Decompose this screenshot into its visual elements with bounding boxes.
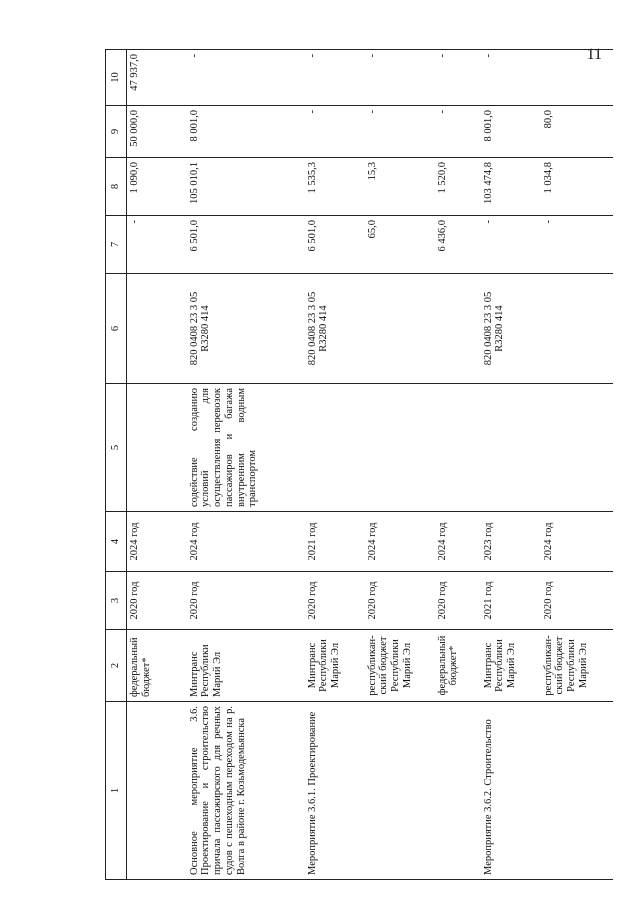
start-year-cell: 2020 год — [187, 572, 305, 630]
header-cell: 1 — [106, 702, 127, 880]
result-cell — [365, 384, 435, 512]
budget-code-cell: 820 0408 23 3 05 R3280 414 — [305, 274, 365, 384]
table-row — [305, 50, 365, 880]
header-cell: 3 — [106, 572, 127, 630]
start-year-cell: 2020 год — [541, 572, 613, 630]
end-year-cell: 2024 год — [365, 512, 435, 572]
table-row — [365, 50, 435, 880]
page-number: 11 — [586, 46, 602, 63]
amount-cell: 6 501,0 — [187, 216, 305, 274]
end-year-cell: 2021 год — [305, 512, 365, 572]
header-cell: 6 — [106, 274, 127, 384]
amount-cell: 15,3 — [365, 158, 435, 216]
executor-cell: Минтранс Республики Марий Эл — [187, 630, 305, 702]
amount-cell: - — [481, 50, 541, 106]
amount-cell: 80,0 — [541, 106, 613, 158]
end-year-cell: 2024 год — [541, 512, 613, 572]
event-name-cell — [541, 702, 613, 880]
result-cell: содействие созданию условий для осуществления перевозок пассажиров и багажа внутренним водным транспортом — [187, 384, 305, 512]
end-year-cell: 2024 год — [435, 512, 481, 572]
budget-code-cell — [435, 274, 481, 384]
amount-cell: - — [305, 106, 365, 158]
result-cell — [305, 384, 365, 512]
executor-cell: республикан-ский бюджет Республики Марий Эл — [541, 630, 613, 702]
program-table — [105, 49, 613, 880]
end-year-cell: 2024 год — [187, 512, 305, 572]
table-header-row — [106, 50, 127, 880]
header-cell: 7 — [106, 216, 127, 274]
executor-cell: Минтранс Республики Марий Эл — [481, 630, 541, 702]
start-year-cell: 2020 год — [435, 572, 481, 630]
header-cell: 9 — [106, 106, 127, 158]
header-cell: 10 — [106, 50, 127, 106]
amount-cell: 103 474,8 — [481, 158, 541, 216]
event-name-cell: Основное мероприятие 3.6. Проектирование и строительство причала пассажирского для речных судов с пешеходным переходом на р. Волга в районе г. Козьмодемьянска — [187, 702, 305, 880]
start-year-cell: 2021 год — [481, 572, 541, 630]
start-year-cell: 2020 год — [127, 572, 187, 630]
table-row — [127, 50, 187, 880]
event-name-cell: Мероприятие 3.6.2. Строительство — [481, 702, 541, 880]
amount-cell: 8 001,0 — [481, 106, 541, 158]
end-year-cell: 2024 год — [127, 512, 187, 572]
table-row — [187, 50, 305, 880]
result-cell — [541, 384, 613, 512]
header-cell: 2 — [106, 630, 127, 702]
amount-cell: - — [541, 216, 613, 274]
amount-cell: 47 937,0 — [127, 50, 187, 106]
amount-cell: - — [481, 216, 541, 274]
amount-cell: - — [187, 50, 305, 106]
start-year-cell: 2020 год — [365, 572, 435, 630]
executor-cell: Минтранс Республики Марий Эл — [305, 630, 365, 702]
amount-cell: 65,0 — [365, 216, 435, 274]
table-row — [481, 50, 541, 880]
amount-cell: 105 010,1 — [187, 158, 305, 216]
event-name-cell — [435, 702, 481, 880]
amount-cell — [541, 50, 613, 106]
table-row — [435, 50, 481, 880]
amount-cell: - — [365, 50, 435, 106]
header-cell: 5 — [106, 384, 127, 512]
result-cell — [435, 384, 481, 512]
result-cell — [127, 384, 187, 512]
amount-cell: - — [127, 216, 187, 274]
executor-cell: республикан-ский бюджет Республики Марий Эл — [365, 630, 435, 702]
amount-cell: 1 090,0 — [127, 158, 187, 216]
budget-code-cell — [541, 274, 613, 384]
table-row — [541, 50, 613, 880]
amount-cell: 1 520,0 — [435, 158, 481, 216]
amount-cell: - — [435, 106, 481, 158]
end-year-cell: 2023 год — [481, 512, 541, 572]
amount-cell: 6 436,0 — [435, 216, 481, 274]
amount-cell: - — [305, 50, 365, 106]
budget-code-cell — [127, 274, 187, 384]
amount-cell: 1 034,8 — [541, 158, 613, 216]
amount-cell: 50 000,0 — [127, 106, 187, 158]
amount-cell: - — [365, 106, 435, 158]
rotated-table-wrapper — [105, 50, 615, 880]
amount-cell: - — [435, 50, 481, 106]
budget-code-cell: 820 0408 23 3 05 R3280 414 — [187, 274, 305, 384]
amount-cell: 6 501,0 — [305, 216, 365, 274]
event-name-cell — [365, 702, 435, 880]
budget-code-cell — [365, 274, 435, 384]
amount-cell: 8 001,0 — [187, 106, 305, 158]
amount-cell: 1 535,3 — [305, 158, 365, 216]
executor-cell: федеральный бюджет* — [127, 630, 187, 702]
budget-code-cell: 820 0408 23 3 05 R3280 414 — [481, 274, 541, 384]
start-year-cell: 2020 год — [305, 572, 365, 630]
event-name-cell — [127, 702, 187, 880]
event-name-cell: Мероприятие 3.6.1. Проектирование — [305, 702, 365, 880]
header-cell: 4 — [106, 512, 127, 572]
result-cell — [481, 384, 541, 512]
header-cell: 8 — [106, 158, 127, 216]
executor-cell: федеральный бюджет* — [435, 630, 481, 702]
